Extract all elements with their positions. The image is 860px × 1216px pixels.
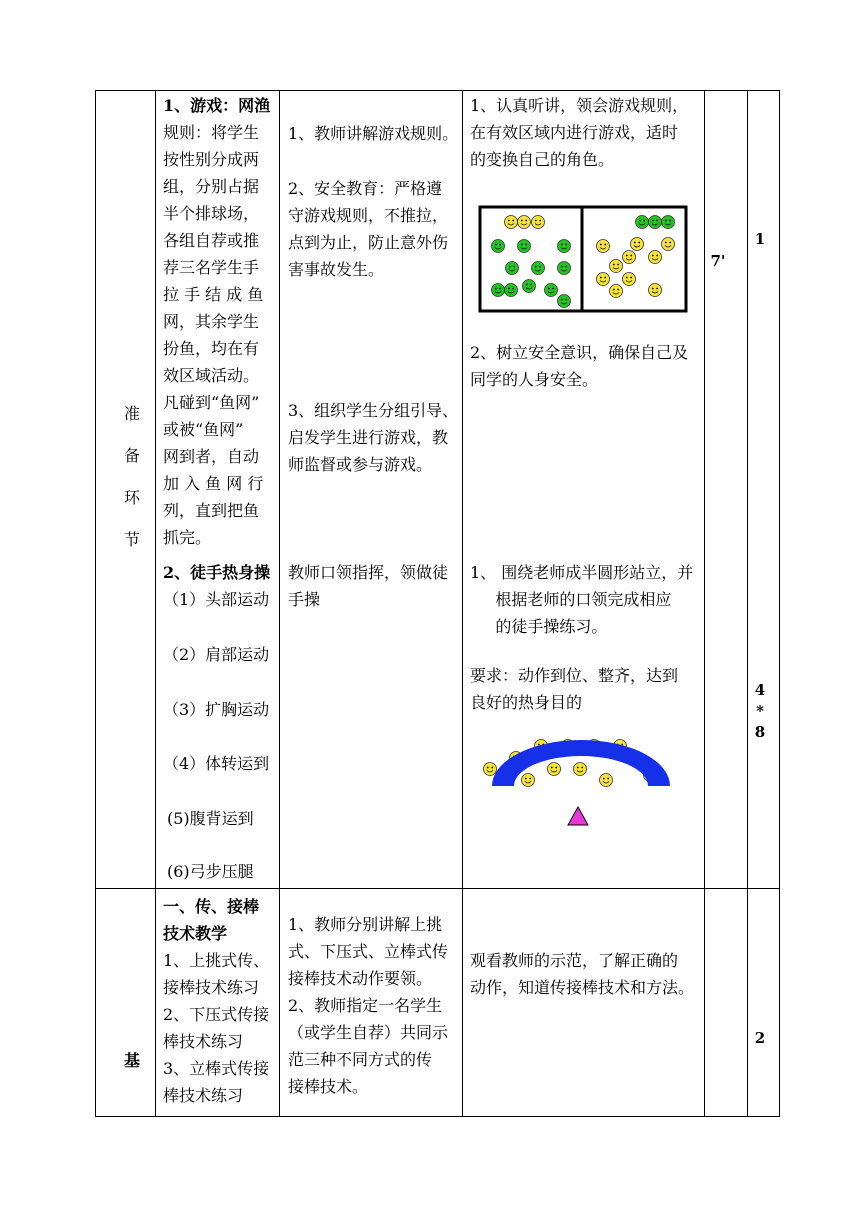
semicircle-formation-diagram	[486, 740, 676, 830]
teacher-text-line: 手操	[288, 590, 321, 609]
basic-teacher-line: 接棒技术动作要领。	[288, 969, 433, 988]
teacher-text-line: 2、安全教育：严格遵	[288, 179, 443, 198]
basic-teacher-line: （或学生自荐）共同示	[288, 1023, 449, 1042]
game-title: 1、游戏：网渔	[163, 96, 271, 115]
exercise-item: （3）扩胸运动	[163, 700, 270, 719]
basic-teacher-line: 式、下压式、立棒式传	[288, 942, 449, 961]
game-rule-line: 网，其余学生	[163, 312, 260, 331]
basic-teacher-line: 范三种不同方式的传	[288, 1050, 433, 1069]
smiley-face-icon	[492, 240, 505, 253]
basic-content-title: 一、传、接棒	[163, 897, 260, 916]
basic-content-item: 1、上挑式传、	[163, 951, 270, 970]
teacher-text-line: 教师口领指挥，领做徒	[288, 563, 449, 582]
count-bottom: 8	[754, 723, 766, 741]
smiley-face-icon	[623, 251, 636, 264]
game-rule-line: 荐三名学生手	[163, 258, 260, 277]
smiley-face-icon	[662, 238, 675, 251]
stage-label-char: 备	[123, 446, 140, 465]
game-rule-line: 或被“鱼网”	[163, 420, 244, 439]
student-text-line: 根据老师的口领完成相应	[470, 590, 672, 609]
smiley-face-icon	[558, 240, 571, 253]
smiley-face-icon	[532, 216, 545, 229]
smiley-face-icon	[649, 284, 662, 297]
teacher-text-line: 1、教师讲解游戏规则。	[288, 124, 459, 143]
exercise-item: （4）体转运到	[163, 754, 270, 773]
basic-student-line: 观看教师的示范，了解正确的	[470, 951, 679, 970]
game-rule-line: 各组自荐或推	[163, 231, 260, 250]
smiley-face-icon	[597, 240, 610, 253]
game-rule-line: 按性别分成两	[163, 150, 260, 169]
basic-content-item: 2、下压式传接	[163, 1005, 270, 1024]
smiley-face-icon	[597, 273, 610, 286]
game-rule-line: 网到者，自动	[163, 447, 260, 466]
exercise-item: (6)弓步压腿	[167, 862, 254, 881]
exercise-item: (5)腹背运到	[167, 809, 254, 828]
count-bottom: 4	[754, 681, 766, 699]
smiley-face-icon	[523, 280, 536, 293]
basic-content-item: 3、立棒式传接	[163, 1059, 270, 1078]
smiley-face-icon	[610, 285, 623, 298]
smiley-face-icon	[631, 238, 644, 251]
student-text-line: 1、 围绕老师成半圆形站立，并	[470, 563, 694, 582]
smiley-face-icon	[558, 295, 571, 308]
game-rule-line: 规则：将学生	[163, 123, 260, 142]
teacher-text-line: 守游戏规则，不推拉，	[288, 206, 449, 225]
game-rule-line: 半个排球场，	[163, 204, 260, 223]
teacher-text-line: 点到为止，防止意外伤	[288, 233, 449, 252]
game-rule-line: 加 入 鱼 网 行	[163, 474, 264, 493]
student-text-line: 同学的人身安全。	[470, 370, 599, 389]
teacher-text-line: 启发学生进行游戏，教	[288, 428, 449, 447]
smiley-face-icon	[636, 216, 649, 229]
basic-student-line: 动作，知道传接棒技术和方法。	[470, 978, 695, 997]
game-rule-line: 凡碰到“鱼网”	[163, 393, 260, 412]
smiley-face-icon	[545, 284, 558, 297]
game-rule-line: 抓完。	[163, 528, 212, 547]
smiley-face-icon	[532, 262, 545, 275]
basic-teacher-line: 接棒技术。	[288, 1077, 369, 1096]
count-bottom: *	[756, 702, 764, 720]
basic-content-item: 接棒技术练习	[163, 978, 260, 997]
student-text-line: 2、树立安全意识，确保自己及	[470, 343, 689, 362]
smiley-face-icon	[662, 216, 675, 229]
smiley-face-icon	[518, 240, 531, 253]
smiley-face-icon	[610, 260, 623, 273]
student-text-line: 1、认真听讲，领会游戏规则，	[470, 96, 689, 115]
student-text-line: 的变换自己的角色。	[470, 150, 615, 169]
game-rule-line: 拉 手 结 成 鱼	[163, 285, 264, 304]
game-rule-line: 扮鱼，均在有	[163, 339, 260, 358]
game-rule-line: 组，分别占据	[163, 177, 260, 196]
basic-content-title: 技术教学	[163, 924, 228, 943]
smiley-face-icon	[518, 216, 531, 229]
teacher-text-line: 师监督或参与游戏。	[288, 455, 433, 474]
smiley-face-icon	[649, 251, 662, 264]
warmup-title: 2、徒手热身操	[163, 563, 271, 582]
game-rule-line: 效区域活动。	[163, 366, 260, 385]
smiley-face-icon	[649, 216, 662, 229]
stage-label-char: 基	[123, 1051, 140, 1070]
student-text-line: 在有效区域内进行游戏，适时	[470, 123, 679, 142]
smiley-face-icon	[558, 262, 571, 275]
stage-label-char: 节	[123, 530, 140, 549]
student-text-line: 良好的热身目的	[470, 693, 583, 712]
stage-label-char: 准	[123, 404, 140, 423]
smiley-face-icon	[505, 284, 518, 297]
basic-content-item: 棒技术练习	[163, 1086, 244, 1105]
count-top: 1	[754, 230, 766, 248]
time-value: 7'	[710, 252, 726, 270]
basic-teacher-line: 2、教师指定一名学生	[288, 996, 443, 1015]
smiley-face-icon	[505, 216, 518, 229]
smiley-face-icon	[492, 284, 505, 297]
stage-label-char: 环	[123, 488, 140, 507]
exercise-item: （2）肩部运动	[163, 645, 270, 664]
smiley-face-icon	[506, 262, 519, 275]
basic-count: 2	[754, 1029, 766, 1047]
basic-teacher-line: 1、教师分别讲解上挑	[288, 915, 443, 934]
student-text-line: 要求：动作到位、整齐，达到	[470, 666, 679, 685]
teacher-text-line: 3、组织学生分组引导、	[288, 401, 459, 420]
smiley-face-icon	[623, 273, 636, 286]
basic-content-item: 棒技术练习	[163, 1032, 244, 1051]
teacher-text-line: 害事故发生。	[288, 260, 385, 279]
exercise-item: （1）头部运动	[163, 590, 270, 609]
student-text-line: 的徒手操练习。	[470, 617, 608, 636]
game-rule-line: 列，直到把鱼	[163, 501, 260, 520]
